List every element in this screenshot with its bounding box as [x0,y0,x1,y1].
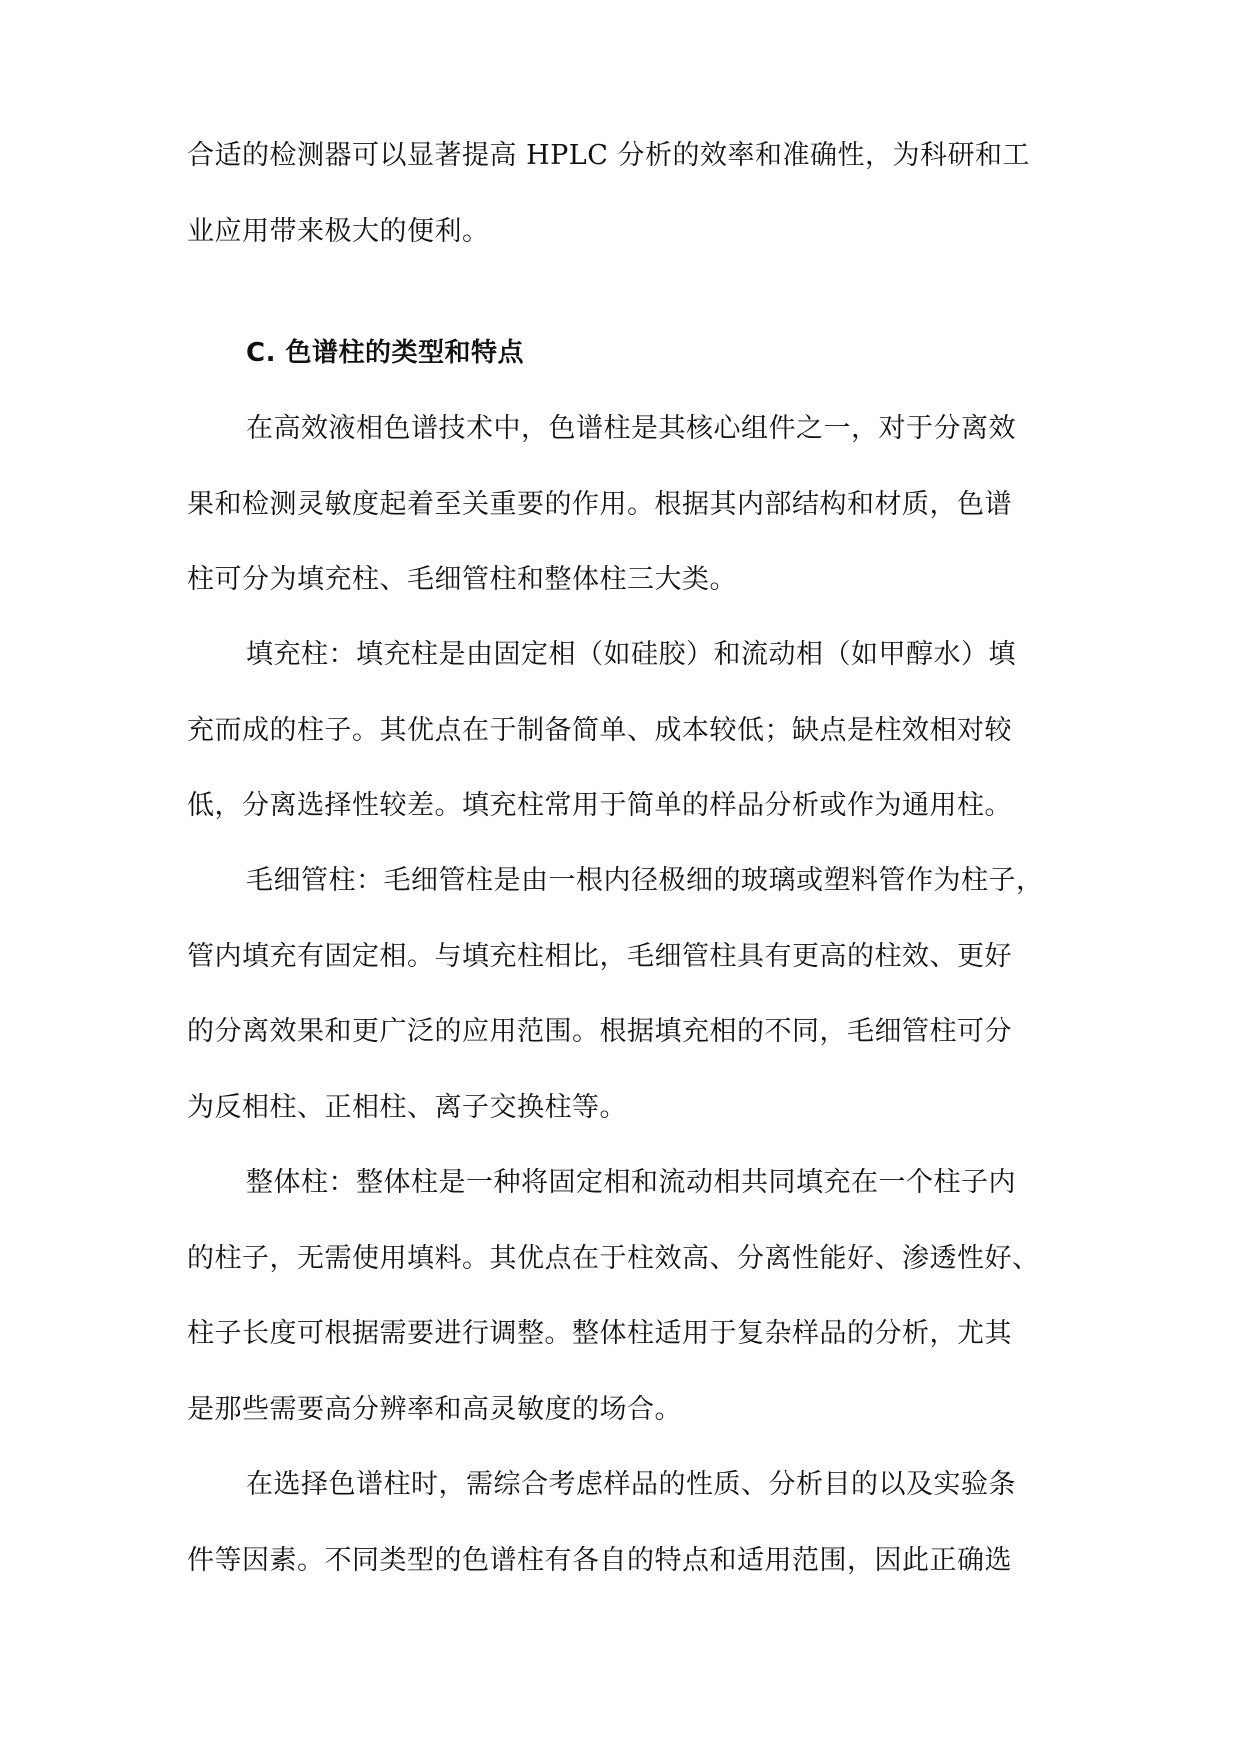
text-line: 填充柱：填充柱是由固定相（如硅胶）和流动相（如甲醇水）填 [246,639,1016,670]
text-line: 柱可分为填充柱、毛细管柱和整体柱三大类。 [187,564,737,595]
text-line: 为反相柱、正相柱、离子交换柱等。 [187,1092,627,1123]
text-line: 柱子长度可根据需要进行调整。整体柱适用于复杂样品的分析，尤其 [187,1318,1012,1349]
section-heading: C. 色谱柱的类型和特点 [246,338,525,368]
text-line: 业应用带来极大的便利。 [187,216,490,247]
text-line: 果和检测灵敏度起着至关重要的作用。根据其内部结构和材质，色谱 [187,489,1012,520]
text-line: 整体柱：整体柱是一种将固定相和流动相共同填充在一个柱子内 [246,1167,1016,1198]
text-line: 的柱子，无需使用填料。其优点在于柱效高、分离性能好、渗透性好、 [187,1243,1040,1274]
text-line: 在高效液相色谱技术中，色谱柱是其核心组件之一，对于分离效 [246,413,1016,444]
text-line: 是那些需要高分辨率和高灵敏度的场合。 [187,1394,682,1425]
text-line: 低，分离选择性较差。填充柱常用于简单的样品分析或作为通用柱。 [187,790,1012,821]
text-line: 毛细管柱：毛细管柱是由一根内径极细的玻璃或塑料管作为柱子， [246,865,1044,896]
text-line: 的分离效果和更广泛的应用范围。根据填充相的不同，毛细管柱可分 [187,1016,1012,1047]
text-line: 管内填充有固定相。与填充柱相比，毛细管柱具有更高的柱效、更好 [187,941,1012,972]
text-line: 件等因素。不同类型的色谱柱有各自的特点和适用范围，因此正确选 [187,1545,1012,1576]
text-line: 在选择色谱柱时，需综合考虑样品的性质、分析目的以及实验条 [246,1469,1016,1500]
text-line: 合适的检测器可以显著提高 HPLC 分析的效率和准确性，为科研和工 [187,140,1030,171]
text-line: 充而成的柱子。其优点在于制备简单、成本较低；缺点是柱效相对较 [187,715,1012,746]
